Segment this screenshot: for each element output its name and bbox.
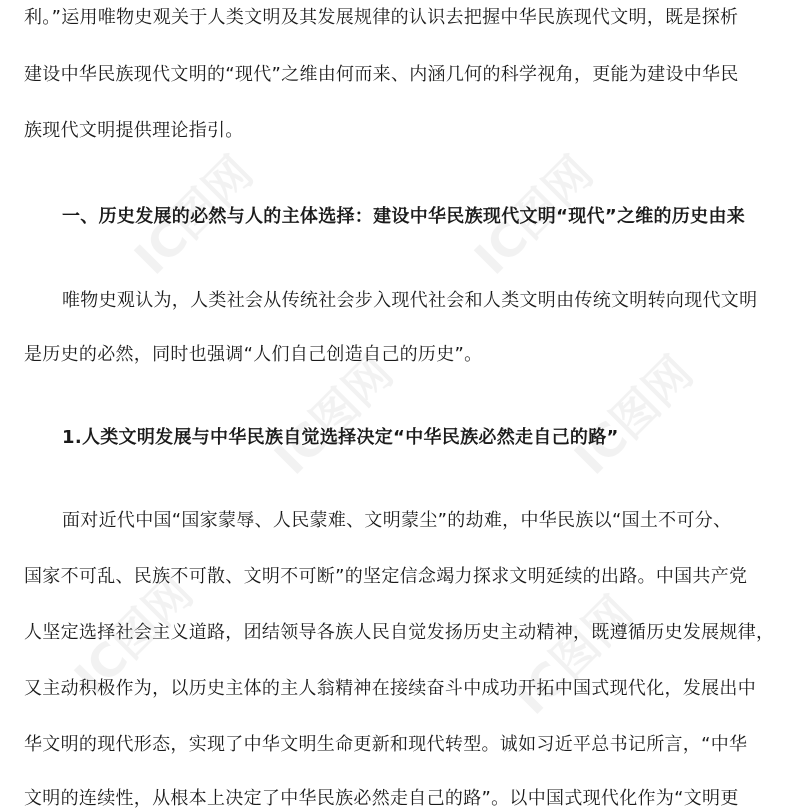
paragraph-line: 文明的连续性，从根本上决定了中华民族必然走自己的路”。以中国式现代化作为“文明更: [24, 788, 739, 809]
section-heading: 一、历史发展的必然与人的主体选择：建设中华民族现代文明“现代”之维的历史由来: [62, 206, 746, 227]
watermark: IC图网: [63, 565, 204, 705]
watermark: IC图网: [263, 345, 404, 485]
paragraph-line: 族现代文明提供理论指引。: [24, 120, 244, 141]
paragraph-line: 面对近代中国“国家蒙辱、人民蒙难、文明蒙尘”的劫难，中华民族以“国土不可分、: [62, 510, 732, 531]
subsection-heading: 1.人类文明发展与中华民族自觉选择决定“中华民族必然走自己的路”: [62, 427, 619, 448]
paragraph-line: 唯物史观认为，人类社会从传统社会步入现代社会和人类文明由传统文明转向现代文明: [62, 290, 758, 311]
paragraph-line: 国家不可乱、民族不可散、文明不可断”的坚定信念竭力探求文明延续的出路。中国共产党: [24, 566, 748, 587]
paragraph-line: 又主动积极作为，以历史主体的主人翁精神在接续奋斗中成功开拓中国式现代化，发展出中: [24, 678, 756, 699]
paragraph-line: 利。”运用唯物史观关于人类文明及其发展规律的认识去把握中华民族现代文明，既是探析: [24, 7, 739, 28]
paragraph-line: 是历史的必然，同时也强调“人们自己创造自己的历史”。: [24, 344, 483, 365]
watermark: IC图网: [563, 345, 704, 485]
paragraph-line: 人坚定选择社会主义道路，团结领导各族人民自觉发扬历史主动精神，既遵循历史发展规律，: [24, 622, 775, 643]
paragraph-line: 华文明的现代形态，实现了中华文明生命更新和现代转型。诚如习近平总书记所言，“中华: [24, 734, 748, 755]
watermark: IC图网: [503, 585, 644, 725]
watermark: IC图网: [123, 145, 264, 285]
paragraph-line: 建设中华民族现代文明的“现代”之维由何而来、内涵几何的科学视角，更能为建设中华民: [24, 64, 739, 85]
watermark: IC图网: [463, 145, 604, 285]
